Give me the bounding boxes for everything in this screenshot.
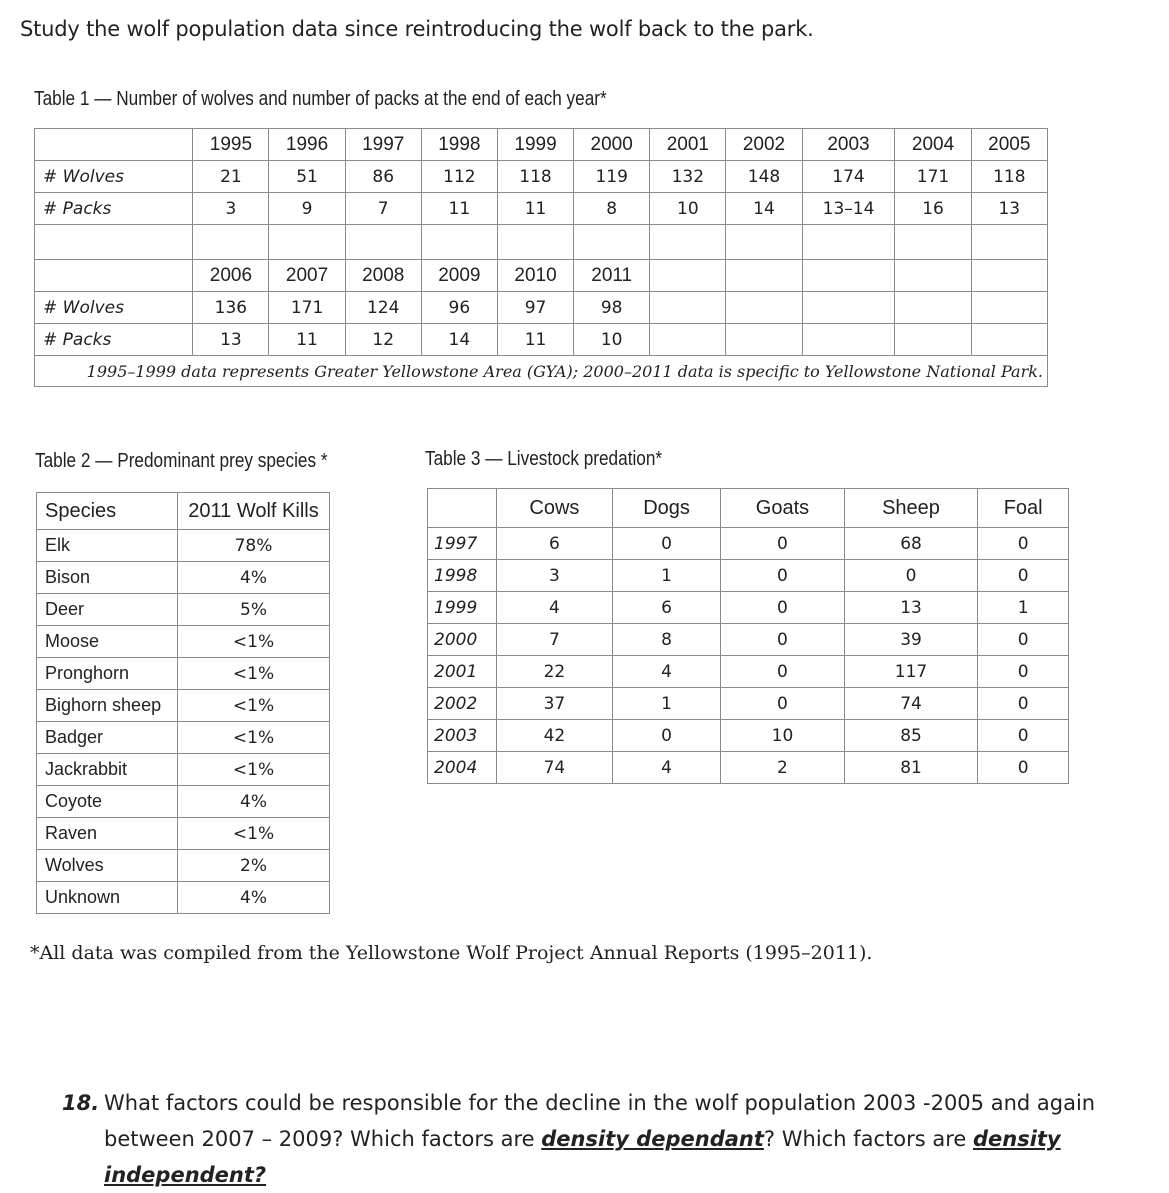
kill-percent: 5% [178, 594, 330, 626]
predation-value: 7 [497, 624, 613, 656]
year-header: 2003 [802, 129, 895, 161]
livestock-header: Dogs [612, 489, 720, 528]
packs-value: 14 [421, 324, 497, 356]
empty-cell [726, 260, 802, 292]
year-header: 2004 [895, 129, 971, 161]
table-row [35, 161, 1048, 193]
wolves-value: 118 [971, 161, 1047, 193]
year-label: 1999 [428, 592, 497, 624]
empty-cell [802, 225, 895, 260]
wolves-value: 51 [269, 161, 345, 193]
year-header: 2005 [971, 129, 1047, 161]
empty-cell [971, 225, 1047, 260]
wolves-value: 174 [802, 161, 895, 193]
corner-cell [35, 260, 193, 292]
predation-value: 1 [978, 592, 1069, 624]
livestock-header: Goats [721, 489, 844, 528]
packs-value: 11 [497, 193, 573, 225]
species-name: Deer [37, 594, 178, 626]
table3-caption: Table 3 — Livestock predation* [425, 448, 663, 470]
table-row [37, 722, 330, 754]
table-row [428, 489, 1069, 528]
empty-cell [895, 225, 971, 260]
year-label: 1998 [428, 560, 497, 592]
predation-value: 4 [612, 752, 720, 784]
predation-value: 0 [978, 752, 1069, 784]
year-label: 2000 [428, 624, 497, 656]
wolves-value: 96 [421, 292, 497, 324]
table2-caption: Table 2 — Predominant prey species * [35, 450, 328, 472]
empty-cell [35, 225, 193, 260]
predation-value: 0 [721, 688, 844, 720]
packs-value: 7 [345, 193, 421, 225]
empty-cell [895, 292, 971, 324]
predation-value: 81 [844, 752, 978, 784]
empty-cell [802, 260, 895, 292]
table-row [37, 690, 330, 722]
question-line-1: What factors could be responsible for the decline in the wolf population 2003 -2005 and again [104, 1091, 1096, 1115]
species-name: Moose [37, 626, 178, 658]
corner-cell [35, 129, 193, 161]
year-label: 2003 [428, 720, 497, 752]
predation-value: 22 [497, 656, 613, 688]
wolves-value: 171 [269, 292, 345, 324]
wolves-value: 97 [497, 292, 573, 324]
empty-cell [650, 225, 726, 260]
kill-percent: 4% [178, 562, 330, 594]
table-row [35, 324, 1048, 356]
row-label-packs: # Packs [35, 193, 193, 225]
row-label-packs: # Packs [35, 324, 193, 356]
empty-cell [193, 225, 269, 260]
predation-value: 0 [978, 688, 1069, 720]
livestock-header: Sheep [844, 489, 978, 528]
predation-value: 0 [978, 528, 1069, 560]
packs-value: 16 [895, 193, 971, 225]
packs-value: 13–14 [802, 193, 895, 225]
species-name: Unknown [37, 882, 178, 914]
table-row [35, 193, 1048, 225]
packs-value: 11 [269, 324, 345, 356]
empty-cell [421, 225, 497, 260]
table-row [37, 818, 330, 850]
year-header: 1998 [421, 129, 497, 161]
packs-value: 12 [345, 324, 421, 356]
species-name: Bison [37, 562, 178, 594]
predation-value: 0 [978, 656, 1069, 688]
table-row [37, 626, 330, 658]
year-label: 2004 [428, 752, 497, 784]
wolves-value: 171 [895, 161, 971, 193]
table-row [37, 530, 330, 562]
predation-value: 0 [721, 592, 844, 624]
table-row [37, 754, 330, 786]
year-header: 2008 [345, 260, 421, 292]
packs-value: 11 [497, 324, 573, 356]
density-dependent-term: density dependant [541, 1127, 764, 1151]
packs-value: 14 [726, 193, 802, 225]
year-header: 1997 [345, 129, 421, 161]
kill-percent: 4% [178, 882, 330, 914]
predation-value: 13 [844, 592, 978, 624]
predation-value: 42 [497, 720, 613, 752]
empty-cell [726, 324, 802, 356]
species-header: Species [37, 493, 178, 530]
predation-value: 0 [978, 624, 1069, 656]
table-row [428, 752, 1069, 784]
density-independent-term-a: density [972, 1127, 1061, 1151]
predation-value: 6 [497, 528, 613, 560]
density-independent-term-b: independent? [104, 1163, 267, 1187]
wolves-value: 86 [345, 161, 421, 193]
table-row [35, 225, 1048, 260]
predation-value: 0 [721, 560, 844, 592]
predation-value: 10 [721, 720, 844, 752]
year-header: 2002 [726, 129, 802, 161]
empty-cell [971, 324, 1047, 356]
data-source-footnote: *All data was compiled from the Yellowstone Wolf Project Annual Reports (1995–2011). [30, 942, 873, 964]
packs-value: 13 [971, 193, 1047, 225]
species-name: Bighorn sheep [37, 690, 178, 722]
year-header: 1995 [193, 129, 269, 161]
question-line-2b: ? Which factors are [763, 1127, 973, 1151]
predation-value: 0 [978, 720, 1069, 752]
predation-value: 1 [612, 560, 720, 592]
predation-value: 39 [844, 624, 978, 656]
wolf-population-table [34, 128, 1048, 387]
table-row [35, 260, 1048, 292]
livestock-header: Foal [978, 489, 1069, 528]
empty-cell [802, 324, 895, 356]
kill-percent: 4% [178, 786, 330, 818]
wolf-kills-header: 2011 Wolf Kills [178, 493, 330, 530]
table-row [37, 594, 330, 626]
packs-value: 11 [421, 193, 497, 225]
predation-value: 0 [721, 624, 844, 656]
empty-cell [971, 292, 1047, 324]
empty-cell [345, 225, 421, 260]
year-header: 2001 [650, 129, 726, 161]
wolves-value: 148 [726, 161, 802, 193]
predation-value: 4 [497, 592, 613, 624]
year-header: 2010 [497, 260, 573, 292]
table-row [428, 624, 1069, 656]
predation-value: 8 [612, 624, 720, 656]
table-row [428, 560, 1069, 592]
wolves-value: 124 [345, 292, 421, 324]
predation-value: 0 [721, 656, 844, 688]
predation-value: 68 [844, 528, 978, 560]
packs-value: 10 [650, 193, 726, 225]
row-label-wolves: # Wolves [35, 161, 193, 193]
year-header: 2007 [269, 260, 345, 292]
predation-value: 0 [978, 560, 1069, 592]
table-row [37, 562, 330, 594]
livestock-header: Cows [497, 489, 613, 528]
kill-percent: <1% [178, 658, 330, 690]
question-number: 18. [62, 1091, 100, 1115]
kill-percent: <1% [178, 722, 330, 754]
empty-cell [726, 225, 802, 260]
predation-value: 74 [497, 752, 613, 784]
year-label: 2001 [428, 656, 497, 688]
livestock-predation-table [427, 488, 1069, 784]
table-row [37, 786, 330, 818]
empty-cell [895, 260, 971, 292]
year-label: 2002 [428, 688, 497, 720]
row-label-wolves: # Wolves [35, 292, 193, 324]
wolves-value: 118 [497, 161, 573, 193]
empty-cell [574, 225, 650, 260]
year-header: 2009 [421, 260, 497, 292]
empty-cell [726, 292, 802, 324]
kill-percent: <1% [178, 690, 330, 722]
empty-cell [802, 292, 895, 324]
intro-text: Study the wolf population data since reintroducing the wolf back to the park. [20, 17, 814, 41]
year-label: 1997 [428, 528, 497, 560]
kill-percent: <1% [178, 626, 330, 658]
table-row [37, 882, 330, 914]
year-header: 1996 [269, 129, 345, 161]
species-name: Pronghorn [37, 658, 178, 690]
predation-value: 0 [612, 528, 720, 560]
question-line-2: between 2007 – 2009? Which factors are [104, 1127, 542, 1151]
species-name: Badger [37, 722, 178, 754]
empty-cell [650, 324, 726, 356]
table-row [37, 493, 330, 530]
table-row [428, 688, 1069, 720]
empty-cell [895, 324, 971, 356]
predation-value: 85 [844, 720, 978, 752]
table-row [428, 656, 1069, 688]
table-row [35, 129, 1048, 161]
prey-species-table [36, 492, 330, 914]
table-row [37, 850, 330, 882]
kill-percent: 78% [178, 530, 330, 562]
packs-value: 13 [193, 324, 269, 356]
wolves-value: 112 [421, 161, 497, 193]
predation-value: 0 [844, 560, 978, 592]
wolves-value: 132 [650, 161, 726, 193]
year-header: 2000 [574, 129, 650, 161]
table-row [428, 528, 1069, 560]
kill-percent: 2% [178, 850, 330, 882]
table-row [35, 356, 1048, 387]
table1-footnote: 1995–1999 data represents Greater Yellowstone Area (GYA); 2000–2011 data is specific to Yellowstone National Park. [35, 356, 1048, 387]
year-header: 2011 [574, 260, 650, 292]
predation-value: 3 [497, 560, 613, 592]
empty-cell [269, 225, 345, 260]
wolves-value: 98 [574, 292, 650, 324]
question-18 [62, 1085, 1122, 1193]
wolves-value: 119 [574, 161, 650, 193]
packs-value: 10 [574, 324, 650, 356]
table-row [428, 720, 1069, 752]
species-name: Raven [37, 818, 178, 850]
table-row [37, 658, 330, 690]
predation-value: 0 [721, 528, 844, 560]
packs-value: 8 [574, 193, 650, 225]
predation-value: 37 [497, 688, 613, 720]
predation-value: 0 [612, 720, 720, 752]
packs-value: 3 [193, 193, 269, 225]
table-row [428, 592, 1069, 624]
species-name: Coyote [37, 786, 178, 818]
kill-percent: <1% [178, 818, 330, 850]
predation-value: 117 [844, 656, 978, 688]
predation-value: 2 [721, 752, 844, 784]
predation-value: 6 [612, 592, 720, 624]
wolves-value: 136 [193, 292, 269, 324]
kill-percent: <1% [178, 754, 330, 786]
predation-value: 4 [612, 656, 720, 688]
year-header: 2006 [193, 260, 269, 292]
species-name: Jackrabbit [37, 754, 178, 786]
empty-cell [650, 292, 726, 324]
table1-caption: Table 1 — Number of wolves and number of packs at the end of each year* [34, 88, 607, 110]
wolves-value: 21 [193, 161, 269, 193]
empty-cell [497, 225, 573, 260]
packs-value: 9 [269, 193, 345, 225]
empty-cell [971, 260, 1047, 292]
empty-cell [650, 260, 726, 292]
year-header: 1999 [497, 129, 573, 161]
corner-cell [428, 489, 497, 528]
species-name: Wolves [37, 850, 178, 882]
predation-value: 1 [612, 688, 720, 720]
predation-value: 74 [844, 688, 978, 720]
table-row [35, 292, 1048, 324]
species-name: Elk [37, 530, 178, 562]
